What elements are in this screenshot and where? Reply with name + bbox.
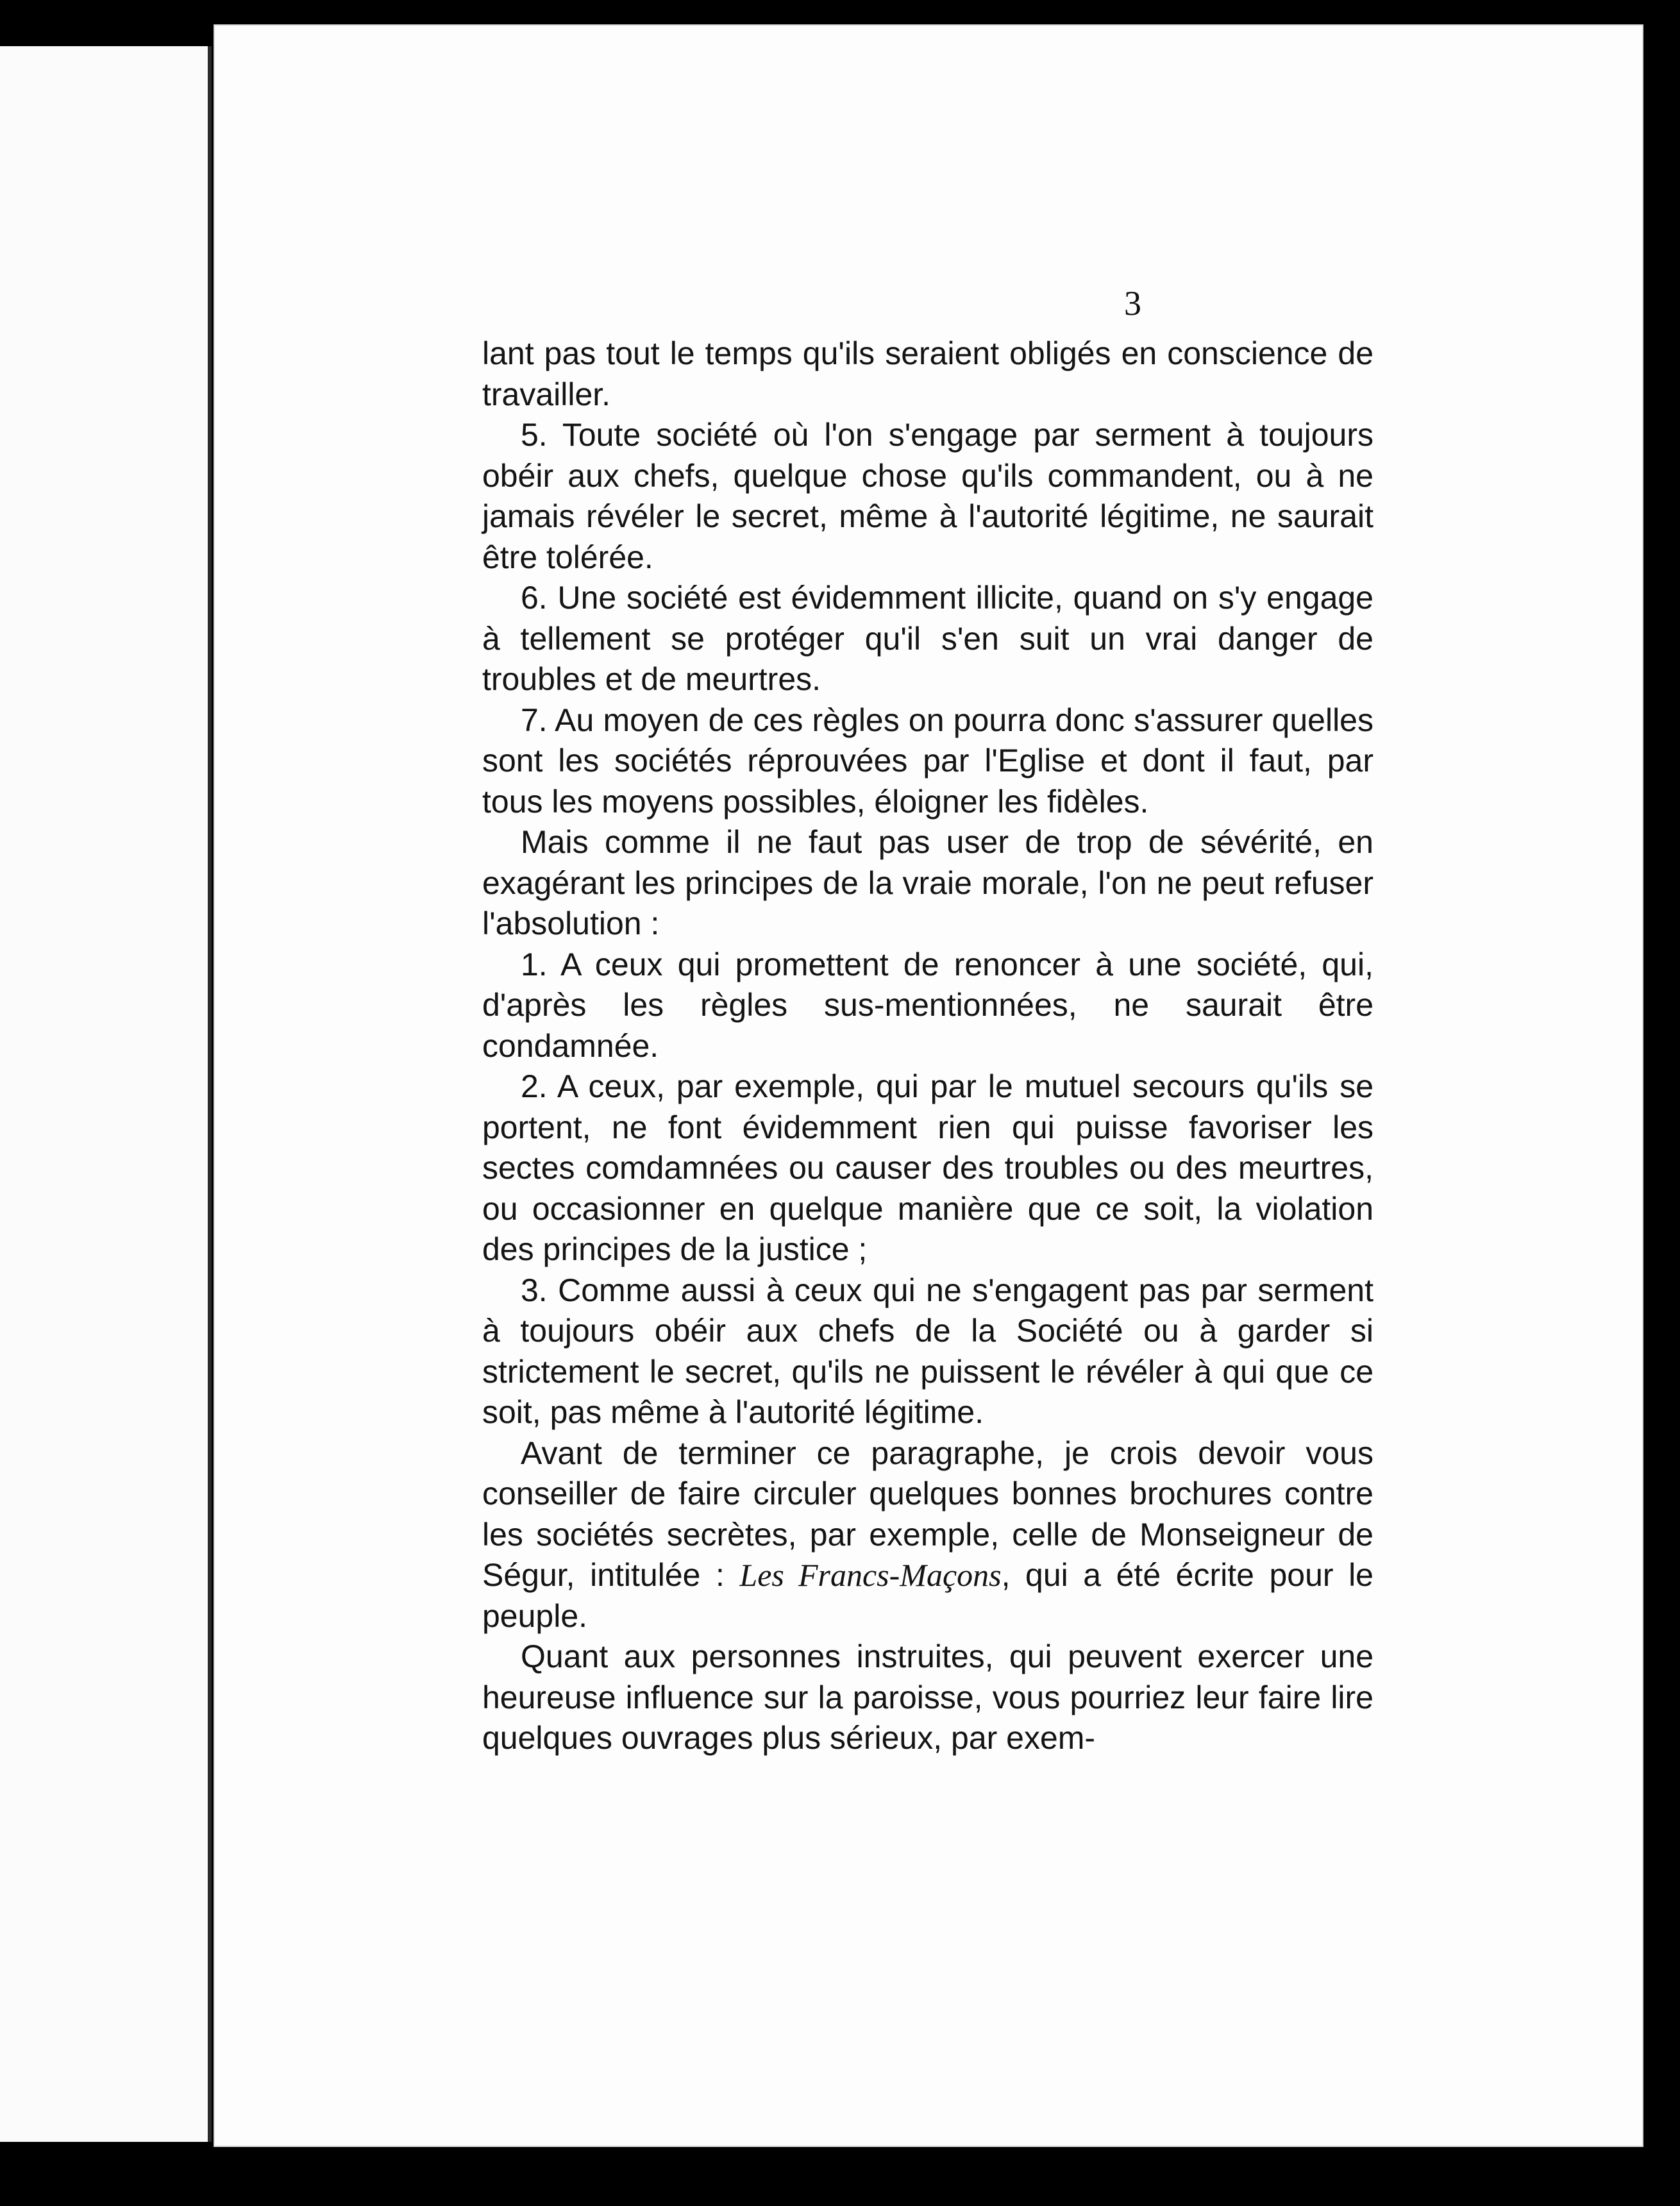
paragraph-rule-6: 6. Une société est évidemment illicite, quand on s'y engage à tellement se protéger qu'il s'en suit un vrai danger de troubles et de meurtres. [482,580,1373,697]
paragraph-continuation: lant pas tout le temps qu'ils seraient obligés en conscience de travailler. [482,335,1373,412]
paragraph-brochures-after: , qui a été écrite pour le peuple. [482,1557,1373,1634]
page-gutter [208,46,212,2142]
paragraph-case-1: 1. A ceux qui promettent de renoncer à une société, qui, d'après les règles sus-mentionnées, ne saurait être condamnée. [482,946,1373,1064]
body-text [482,333,1373,1759]
paragraph-rule-5: 5. Toute société où l'on s'engage par serment à toujours obéir aux chefs, quelque chose qu'ils commandent, ou à ne jamais révéler le secret, même à l'autorité légitime, ne saurait être tolérée. [482,417,1373,575]
paragraph-educated-persons: Quant aux personnes instruites, qui peuvent exercer une heureuse influence sur la paroisse, vous pourriez leur faire lire quelques ouvrages plus sérieux, par exem- [482,1638,1373,1756]
facing-page-edge [0,46,210,2142]
paragraph-absolution-intro: Mais comme il ne faut pas user de trop de sévérité, en exagérant les principes de la vraie morale, l'on ne peut refuser l'absolution : [482,824,1373,941]
paragraph-brochures [482,1433,1373,1637]
paragraph-brochures-before: Avant de terminer ce paragraphe, je crois devoir vous conseiller de faire circuler quelques bonnes brochures contre les sociétés secrètes, par exemple, celle de Monseigneur de Ségur, intitulée : [482,1435,1373,1593]
paragraph-case-3: 3. Comme aussi à ceux qui ne s'engagent pas par serment à toujours obéir aux chefs de la Société ou à garder si strictement le secret, qu'ils ne puissent le révéler à qui que ce soit, pas même à l'autorité légitime. [482,1272,1373,1430]
book-title: Les Francs-Maçons [739,1557,1002,1593]
paragraph-case-2: 2. A ceux, par exemple, qui par le mutuel secours qu'ils se portent, ne font évidemment rien qui puisse favoriser les sectes comdamnées ou causer des troubles ou des meurtres, ou occasionner en quelque manière que ce soit, la violation des principes de la justice ; [482,1068,1373,1267]
paragraph-rule-7: 7. Au moyen de ces règles on pourra donc s'assurer quelles sont les sociétés réprouvées par l'Eglise et dont il faut, par tous les moyens possibles, éloigner les fidèles. [482,702,1373,820]
page-number: 3 [1124,284,1141,323]
